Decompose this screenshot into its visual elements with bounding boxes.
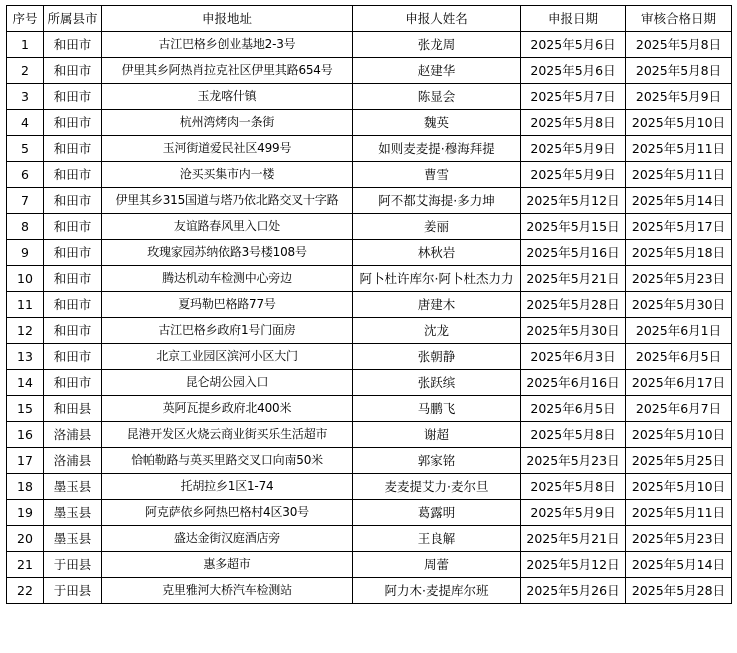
table-row xyxy=(7,422,732,448)
table-row xyxy=(7,370,732,396)
cell-address: 沧买买集市内一楼 xyxy=(102,162,353,188)
table-row xyxy=(7,292,732,318)
cell-serial-number: 5 xyxy=(7,136,44,162)
table-row xyxy=(7,84,732,110)
cell-county: 和田市 xyxy=(44,58,102,84)
cell-address: 玫瑰家园苏纳依路3号楼108号 xyxy=(102,240,353,266)
cell-county: 和田市 xyxy=(44,188,102,214)
cell-apply-date: 2025年5月21日 xyxy=(521,526,626,552)
cell-address: 北京工业园区滨河小区大门 xyxy=(102,344,353,370)
cell-address: 惠多超市 xyxy=(102,552,353,578)
cell-approval-date: 2025年6月1日 xyxy=(626,318,732,344)
cell-approval-date: 2025年5月23日 xyxy=(626,266,732,292)
cell-apply-date: 2025年5月23日 xyxy=(521,448,626,474)
table-row xyxy=(7,396,732,422)
cell-approval-date: 2025年6月17日 xyxy=(626,370,732,396)
cell-serial-number: 13 xyxy=(7,344,44,370)
cell-address: 古江巴格乡创业基地2-3号 xyxy=(102,32,353,58)
cell-address: 盛达金街汉庭酒店旁 xyxy=(102,526,353,552)
cell-serial-number: 19 xyxy=(7,500,44,526)
cell-approval-date: 2025年5月8日 xyxy=(626,32,732,58)
cell-serial-number: 9 xyxy=(7,240,44,266)
table-row xyxy=(7,136,732,162)
cell-approval-date: 2025年5月23日 xyxy=(626,526,732,552)
cell-address: 伊里其乡315国道与塔乃依北路交叉十字路 xyxy=(102,188,353,214)
cell-county: 和田市 xyxy=(44,344,102,370)
table-row xyxy=(7,578,732,604)
cell-approval-date: 2025年6月7日 xyxy=(626,396,732,422)
cell-county: 和田市 xyxy=(44,370,102,396)
header-approval-date: 审核合格日期 xyxy=(626,6,732,32)
cell-county: 和田市 xyxy=(44,318,102,344)
cell-applicant-name: 陈显会 xyxy=(353,84,521,110)
cell-approval-date: 2025年5月10日 xyxy=(626,422,732,448)
cell-county: 和田市 xyxy=(44,84,102,110)
cell-county: 洛浦县 xyxy=(44,422,102,448)
cell-apply-date: 2025年5月26日 xyxy=(521,578,626,604)
table-row xyxy=(7,500,732,526)
cell-county: 于田县 xyxy=(44,552,102,578)
cell-county: 和田市 xyxy=(44,110,102,136)
cell-approval-date: 2025年5月11日 xyxy=(626,162,732,188)
table-row xyxy=(7,110,732,136)
table-row xyxy=(7,188,732,214)
cell-county: 和田市 xyxy=(44,240,102,266)
cell-applicant-name: 唐建木 xyxy=(353,292,521,318)
cell-applicant-name: 曹雪 xyxy=(353,162,521,188)
table-row xyxy=(7,32,732,58)
cell-applicant-name: 如则麦麦提·穆海拜提 xyxy=(353,136,521,162)
cell-serial-number: 7 xyxy=(7,188,44,214)
cell-address: 克里雅河大桥汽车检测站 xyxy=(102,578,353,604)
table-row xyxy=(7,344,732,370)
cell-serial-number: 20 xyxy=(7,526,44,552)
table-row xyxy=(7,58,732,84)
cell-applicant-name: 葛露明 xyxy=(353,500,521,526)
cell-county: 墨玉县 xyxy=(44,500,102,526)
table-row xyxy=(7,448,732,474)
cell-applicant-name: 阿不都艾海提·多力坤 xyxy=(353,188,521,214)
cell-address: 托胡拉乡1区1-74 xyxy=(102,474,353,500)
cell-county: 和田市 xyxy=(44,162,102,188)
cell-county: 和田县 xyxy=(44,396,102,422)
cell-apply-date: 2025年5月9日 xyxy=(521,136,626,162)
cell-apply-date: 2025年6月16日 xyxy=(521,370,626,396)
cell-apply-date: 2025年6月3日 xyxy=(521,344,626,370)
cell-approval-date: 2025年5月9日 xyxy=(626,84,732,110)
cell-applicant-name: 麦麦提艾力·麦尔旦 xyxy=(353,474,521,500)
cell-applicant-name: 魏英 xyxy=(353,110,521,136)
cell-serial-number: 4 xyxy=(7,110,44,136)
cell-approval-date: 2025年5月10日 xyxy=(626,110,732,136)
header-address: 申报地址 xyxy=(102,6,353,32)
cell-approval-date: 2025年5月30日 xyxy=(626,292,732,318)
table-header xyxy=(7,6,732,32)
cell-apply-date: 2025年5月9日 xyxy=(521,500,626,526)
cell-serial-number: 11 xyxy=(7,292,44,318)
table-row xyxy=(7,318,732,344)
cell-applicant-name: 林秋岩 xyxy=(353,240,521,266)
cell-applicant-name: 谢超 xyxy=(353,422,521,448)
cell-applicant-name: 马鹏飞 xyxy=(353,396,521,422)
cell-county: 墨玉县 xyxy=(44,526,102,552)
cell-apply-date: 2025年5月8日 xyxy=(521,422,626,448)
cell-serial-number: 1 xyxy=(7,32,44,58)
cell-serial-number: 8 xyxy=(7,214,44,240)
cell-apply-date: 2025年5月30日 xyxy=(521,318,626,344)
cell-approval-date: 2025年6月5日 xyxy=(626,344,732,370)
cell-applicant-name: 周蕾 xyxy=(353,552,521,578)
cell-apply-date: 2025年5月7日 xyxy=(521,84,626,110)
cell-address: 昆港开发区火烧云商业街买乐生活超市 xyxy=(102,422,353,448)
table-row xyxy=(7,162,732,188)
cell-county: 墨玉县 xyxy=(44,474,102,500)
cell-approval-date: 2025年5月14日 xyxy=(626,188,732,214)
header-county: 所属县市 xyxy=(44,6,102,32)
cell-serial-number: 2 xyxy=(7,58,44,84)
cell-approval-date: 2025年5月8日 xyxy=(626,58,732,84)
cell-serial-number: 22 xyxy=(7,578,44,604)
cell-address: 昆仑胡公园入口 xyxy=(102,370,353,396)
cell-approval-date: 2025年5月17日 xyxy=(626,214,732,240)
cell-approval-date: 2025年5月28日 xyxy=(626,578,732,604)
table-body xyxy=(7,32,732,604)
cell-county: 和田市 xyxy=(44,32,102,58)
cell-apply-date: 2025年5月12日 xyxy=(521,188,626,214)
cell-apply-date: 2025年5月8日 xyxy=(521,110,626,136)
header-serial-number: 序号 xyxy=(7,6,44,32)
table-row xyxy=(7,214,732,240)
cell-address: 杭州湾烤肉一条街 xyxy=(102,110,353,136)
registration-table xyxy=(6,5,732,604)
cell-applicant-name: 赵建华 xyxy=(353,58,521,84)
cell-applicant-name: 阿力木·麦提库尔班 xyxy=(353,578,521,604)
cell-county: 洛浦县 xyxy=(44,448,102,474)
header-apply-date: 申报日期 xyxy=(521,6,626,32)
cell-serial-number: 3 xyxy=(7,84,44,110)
cell-serial-number: 18 xyxy=(7,474,44,500)
cell-serial-number: 21 xyxy=(7,552,44,578)
cell-address: 玉河街道爱民社区499号 xyxy=(102,136,353,162)
cell-applicant-name: 张朝静 xyxy=(353,344,521,370)
cell-serial-number: 16 xyxy=(7,422,44,448)
cell-approval-date: 2025年5月14日 xyxy=(626,552,732,578)
cell-applicant-name: 姜丽 xyxy=(353,214,521,240)
cell-serial-number: 17 xyxy=(7,448,44,474)
cell-county: 和田市 xyxy=(44,136,102,162)
registration-sheet xyxy=(6,5,732,604)
cell-approval-date: 2025年5月11日 xyxy=(626,500,732,526)
cell-applicant-name: 郭家铭 xyxy=(353,448,521,474)
cell-applicant-name: 阿卜杜许库尔·阿卜杜杰力力 xyxy=(353,266,521,292)
cell-address: 玉龙喀什镇 xyxy=(102,84,353,110)
cell-serial-number: 12 xyxy=(7,318,44,344)
table-row xyxy=(7,474,732,500)
cell-apply-date: 2025年6月5日 xyxy=(521,396,626,422)
cell-county: 和田市 xyxy=(44,266,102,292)
cell-apply-date: 2025年5月12日 xyxy=(521,552,626,578)
header-row xyxy=(7,6,732,32)
cell-apply-date: 2025年5月15日 xyxy=(521,214,626,240)
table-row xyxy=(7,526,732,552)
table-row xyxy=(7,240,732,266)
cell-apply-date: 2025年5月6日 xyxy=(521,32,626,58)
cell-address: 伊里其乡阿热肖拉克社区伊里其路654号 xyxy=(102,58,353,84)
cell-county: 于田县 xyxy=(44,578,102,604)
cell-address: 阿克萨依乡阿热巴格村4区30号 xyxy=(102,500,353,526)
cell-address: 友谊路春风里入口处 xyxy=(102,214,353,240)
cell-serial-number: 14 xyxy=(7,370,44,396)
cell-applicant-name: 沈龙 xyxy=(353,318,521,344)
cell-apply-date: 2025年5月8日 xyxy=(521,474,626,500)
cell-address: 恰帕勒路与英买里路交叉口向南50米 xyxy=(102,448,353,474)
cell-applicant-name: 张跃缤 xyxy=(353,370,521,396)
cell-applicant-name: 王良解 xyxy=(353,526,521,552)
cell-serial-number: 15 xyxy=(7,396,44,422)
cell-approval-date: 2025年5月11日 xyxy=(626,136,732,162)
table-row xyxy=(7,552,732,578)
cell-apply-date: 2025年5月16日 xyxy=(521,240,626,266)
cell-apply-date: 2025年5月28日 xyxy=(521,292,626,318)
cell-address: 古江巴格乡政府1号门面房 xyxy=(102,318,353,344)
cell-county: 和田市 xyxy=(44,292,102,318)
cell-serial-number: 10 xyxy=(7,266,44,292)
header-applicant-name: 申报人姓名 xyxy=(353,6,521,32)
cell-address: 腾达机动车检测中心旁边 xyxy=(102,266,353,292)
cell-apply-date: 2025年5月21日 xyxy=(521,266,626,292)
cell-apply-date: 2025年5月9日 xyxy=(521,162,626,188)
cell-applicant-name: 张龙周 xyxy=(353,32,521,58)
cell-approval-date: 2025年5月18日 xyxy=(626,240,732,266)
cell-county: 和田市 xyxy=(44,214,102,240)
cell-address: 英阿瓦提乡政府北400米 xyxy=(102,396,353,422)
cell-approval-date: 2025年5月10日 xyxy=(626,474,732,500)
cell-address: 夏玛勒巴格路77号 xyxy=(102,292,353,318)
cell-approval-date: 2025年5月25日 xyxy=(626,448,732,474)
table-row xyxy=(7,266,732,292)
cell-serial-number: 6 xyxy=(7,162,44,188)
cell-apply-date: 2025年5月6日 xyxy=(521,58,626,84)
